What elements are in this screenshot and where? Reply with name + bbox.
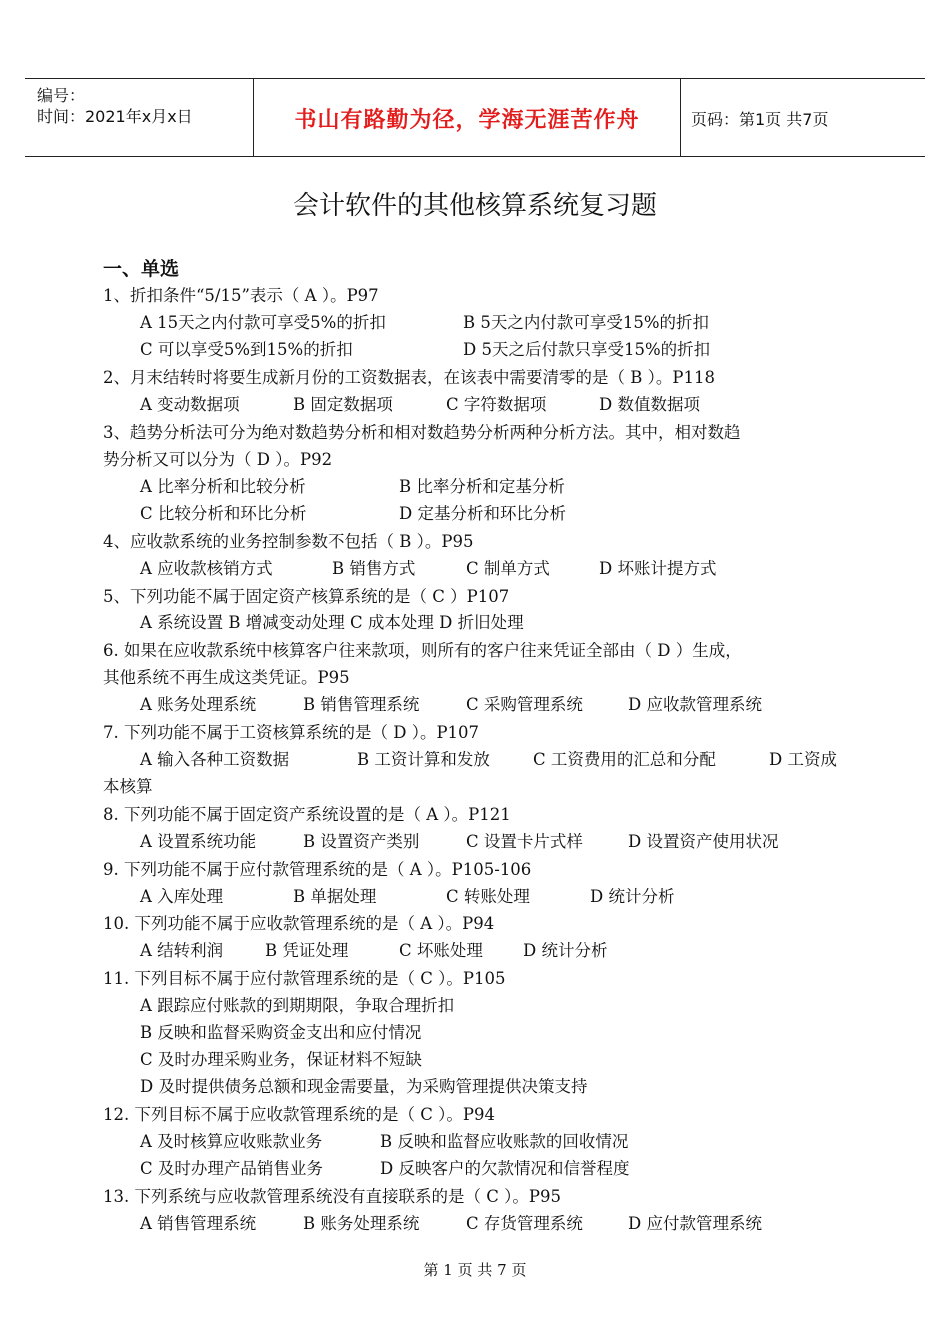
question-10: 10. 下列功能不属于应收款管理系统的是（ A ）。P94 [103,914,495,933]
option-7c: C 工资费用的汇总和分配 [533,750,716,769]
question-9: 9. 下列功能不属于应付款管理系统的是（ A ）。P105-106 [103,860,532,879]
question-7: 7. 下列功能不属于工资核算系统的是（ D ）。P107 [103,723,480,742]
option-7b: B 工资计算和发放 [357,750,490,769]
page-footer: 第 1 页 共 7 页 [423,1261,527,1279]
option-4c: C 制单方式 [466,559,550,578]
option-3c: C 比较分析和环比分析 [140,504,307,523]
option-10d: D 统计分析 [523,941,608,960]
option-9d: D 统计分析 [590,887,675,906]
option-2d: D 数值数据项 [599,395,700,414]
option-11c: C 及时办理采购业务，保证材料不短缺 [140,1050,422,1069]
option-11a: A 跟踪应付账款的到期期限，争取合理折扣 [140,996,455,1015]
section-heading: 一、单选 [103,258,180,280]
option-2c: C 字符数据项 [446,395,547,414]
option-6d: D 应收款管理系统 [628,695,762,714]
option-9b: B 单据处理 [293,887,377,906]
question-6-line2: 其他系统不再生成这类凭证。P95 [103,668,350,687]
question-2: 2、月末结转时将要生成新月份的工资数据表，在该表中需要清零的是（ B ）。P118 [103,368,715,387]
option-13c: C 存货管理系统 [466,1214,583,1233]
question-3-line1: 3、趋势分析法可分为绝对数趋势分析和相对数趋势分析两种分析方法。其中，相对数趋 [103,423,741,442]
option-4b: B 销售方式 [332,559,416,578]
option-12c: C 及时办理产品销售业务 [140,1159,323,1178]
header-motto-cell [254,79,681,156]
option-12a: A 及时核算应收账款业务 [140,1132,323,1151]
option-4d: D 坏账计提方式 [599,559,717,578]
option-11b: B 反映和监督采购资金支出和应付情况 [140,1023,422,1042]
question-3-line2: 势分析又可以分为（ D ）。P92 [103,450,333,469]
option-3b: B 比率分析和定基分析 [399,477,565,496]
option-8b: B 设置资产类别 [303,832,420,851]
option-6c: C 采购管理系统 [466,695,583,714]
option-6a: A 账务处理系统 [140,695,257,714]
options-5: A 系统设置 B 增减变动处理 C 成本处理 D 折旧处理 [140,613,524,632]
question-8: 8. 下列功能不属于固定资产系统设置的是（ A ）。P121 [103,805,511,824]
option-13b: B 账务处理系统 [303,1214,420,1233]
option-13d: D 应付款管理系统 [628,1214,762,1233]
serial-label: 编号： [37,86,86,105]
option-7d: D 工资成 [769,750,837,769]
option-2a: A 变动数据项 [140,395,240,414]
option-8a: A 设置系统功能 [140,832,257,851]
option-1c: C 可以享受5%到15%的折扣 [140,340,353,359]
time-label: 时间：2021年x月x日 [37,107,193,126]
page-header [25,78,925,157]
option-6b: B 销售管理系统 [303,695,420,714]
option-10c: C 坏账处理 [399,941,483,960]
option-3d: D 定基分析和环比分析 [399,504,566,523]
header-page-cell [681,79,925,156]
option-4a: A 应收款核销方式 [140,559,273,578]
option-9c: C 转账处理 [446,887,530,906]
question-4: 4、应收款系统的业务控制参数不包括（ B ）。P95 [103,532,474,551]
option-1d: D 5天之后付款只享受15%的折扣 [463,340,711,359]
option-7d-cont: 本核算 [103,777,153,796]
option-3a: A 比率分析和比较分析 [140,477,306,496]
option-12b: B 反映和监督应收账款的回收情况 [380,1132,629,1151]
option-1b: B 5天之内付款可享受15%的折扣 [463,313,710,332]
question-12: 12. 下列目标不属于应收款管理系统的是（ C ）。P94 [103,1105,495,1124]
question-5: 5、下列功能不属于固定资产核算系统的是（ C ）P107 [103,587,510,606]
question-6-line1: 6. 如果在应收款系统中核算客户往来款项，则所有的客户往来凭证全部由（ D ）生成， [103,641,742,660]
header-motto: 书山有路勤为径，学海无涯苦作舟 [294,108,640,133]
option-8c: C 设置卡片式样 [466,832,583,851]
option-10b: B 凭证处理 [265,941,349,960]
option-2b: B 固定数据项 [293,395,393,414]
header-meta [25,79,254,156]
option-8d: D 设置资产使用状况 [628,832,779,851]
document-title: 会计软件的其他核算系统复习题 [292,191,657,221]
option-12d: D 反映客户的欠款情况和信誉程度 [380,1159,630,1178]
option-1a: A 15天之内付款可享受5%的折扣 [140,313,386,332]
question-11: 11. 下列目标不属于应付款管理系统的是（ C ）。P105 [103,969,506,988]
question-1: 1、折扣条件“5/15”表示（ A ）。P97 [103,286,379,305]
option-7a: A 输入各种工资数据 [140,750,290,769]
option-11d: D 及时提供债务总额和现金需要量，为采购管理提供决策支持 [140,1077,588,1096]
option-10a: A 结转利润 [140,941,224,960]
option-9a: A 入库处理 [140,887,224,906]
header-page-info: 页码：第1页 共7页 [691,110,829,129]
question-13: 13. 下列系统与应收款管理系统没有直接联系的是（ C ）。P95 [103,1187,561,1206]
option-13a: A 销售管理系统 [140,1214,257,1233]
